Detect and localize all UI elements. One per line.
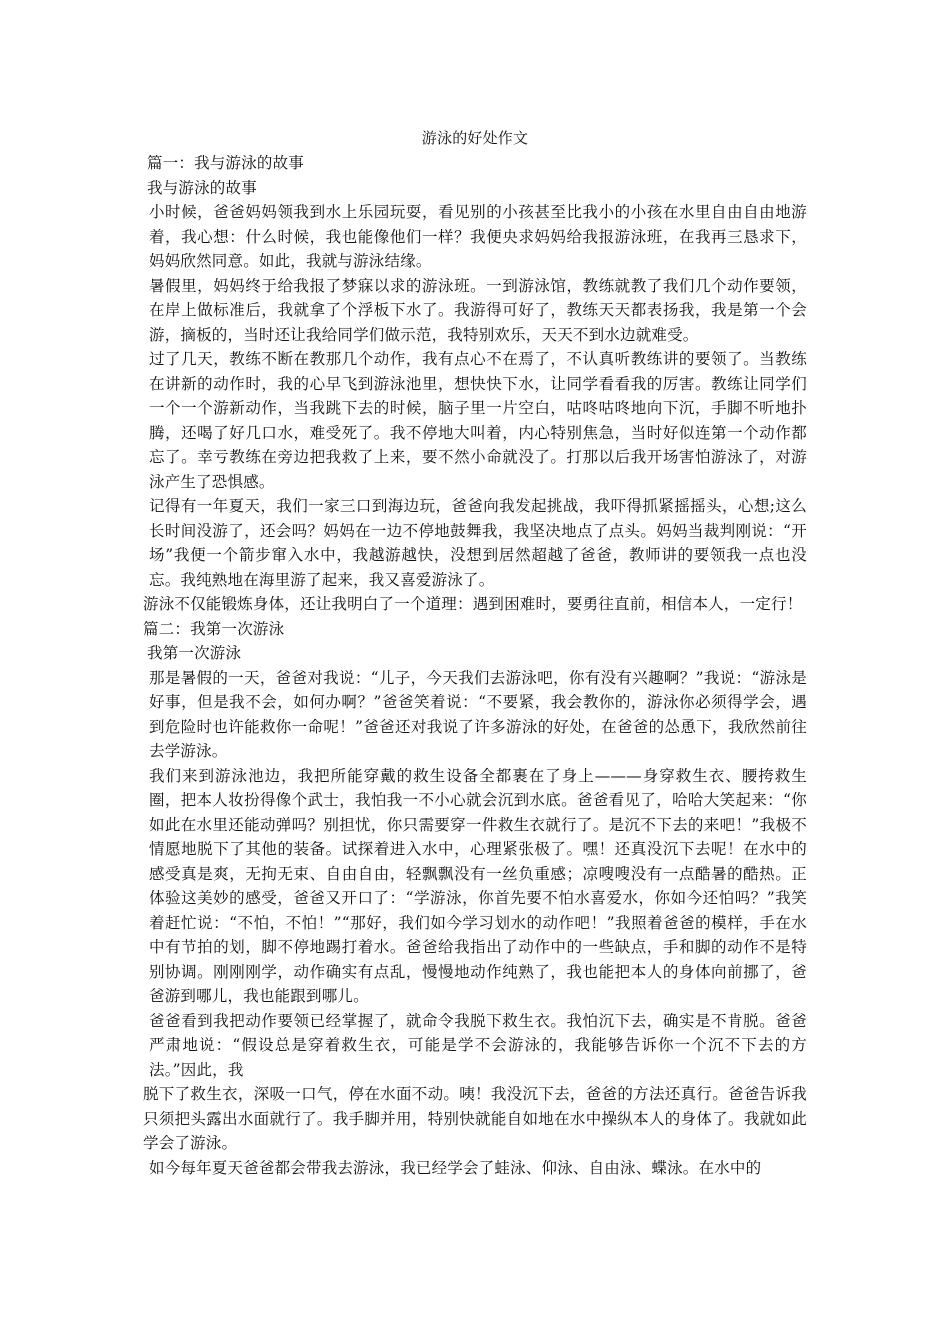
section-1-subheading: 我与游泳的故事 [147,178,257,197]
section-1-paragraph-2: 暑假里，妈妈终于给我报了梦寐以求的游泳班。一到游泳馆，教练就教了我们几个动作要领，在岸上做标准后，我就拿了个浮板下水了。我游得可好了，教练天天都表扬我，我是第一个会游，摘板的，当时还让我给同学们做示范，我特别欢乐，天天不到水边就难受。 [149,276,807,344]
section-2-paragraph-2: 我们来到游泳池边，我把所能穿戴的救生设备全都裹在了身上———身穿救生衣、腰挎救生圈，把本人妆扮得像个武士，我怕我一不小心就会沉到水底。爸爸看见了，哈哈大笑起来：“你如此在水里还能动弹吗？别担忧，你只需要穿一件救生衣就行了。是沉不下去的来吧！”我极不情愿地脱下了其他的装备。试探着进入水中，心理紧张极了。嘿！还真没沉下去呢！在水中的感受真是爽，无拘无束、自由自由，轻飘飘没有一丝负重感；凉嗖嗖没有一点酷暑的酷热。正体验这美妙的感受，爸爸又开口了：“学游泳，你首先要不怕水喜爱水，你如今还怕吗？”我笑着赶忙说：“不怕，不怕！”“那好，我们如今学习划水的动作吧！”我照着爸爸的模样，手在水中有节拍的划，脚不停地踢打着水。爸爸给我指出了动作中的一些缺点，手和脚的动作不是特别协调。刚刚刚学，动作确实有点乱，慢慢地动作纯熟了，我也能把本人的身体向前挪了，爸爸游到哪儿，我也能跟到哪儿。 [149,766,807,1005]
section-1-paragraph-5: 游泳不仅能锻炼身体，还让我明白了一个道理：遇到困难时，要勇往直前，相信本人，一定行！ [143,595,803,613]
section-2-paragraph-5: 如今每年夏天爸爸都会带我去游泳，我已经学会了蛙泳、仰泳、自由泳、蝶泳。在水中的 [149,1158,762,1177]
section-2-heading: 篇二：我第一次游泳 [143,619,285,638]
section-2-paragraph-3: 爸爸看到我把动作要领已经掌握了，就命令我脱下救生衣。我怕沉下去，确实是不肯脱。爸爸严肃地说：“假设总是穿着救生衣，可能是学不会游泳的，我能够告诉你一个沉不下去的方法。”因此，我 [149,1011,807,1079]
section-1-heading: 篇一：我与游泳的故事 [147,154,305,172]
section-2-subheading: 我第一次游泳 [147,644,242,662]
document-title: 游泳的好处作文 [421,129,529,147]
section-1-paragraph-4: 记得有一年夏天，我们一家三口到海边玩，爸爸向我发起挑战，我吓得抓紧摇摇头，心想;这么长时间没游了，还会吗？妈妈在一边不停地鼓舞我，我坚决地点了点头。妈妈当裁判刚说：“开场”我便一个箭步窜入水中，我越游越快，没想到居然超越了爸爸，教师讲的要领我一点也没忘。我纯熟地在海里游了起来，我又喜爱游泳了。 [149,497,807,589]
document-page [143,128,807,1180]
section-2-paragraph-4: 脱下了救生衣，深吸一口气，停在水面不动。咦！我没沉下去，爸爸的方法还真行。爸爸告诉我只须把头露出水面就行了。我手脚并用，特别快就能自如地在水中操纵本人的身体了。我就如此学会了游泳。 [143,1085,807,1152]
section-1-paragraph-1: 小时候，爸爸妈妈领我到水上乐园玩耍，看见别的小孩甚至比我小的小孩在水里自由自由地游着，我心想：什么时候，我也能像他们一样？我便央求妈妈给我报游泳班，在我再三恳求下，妈妈欣然同意。如此，我就与游泳结缘。 [149,203,807,270]
section-1-paragraph-3: 过了几天，教练不断在教那几个动作，我有点心不在焉了，不认真听教练讲的要领了。当教练在讲新的动作时，我的心早飞到游泳池里，想快快下水，让同学看看我的厉害。教练让同学们一个一个游新动作，当我跳下去的时候，脑子里一片空白，咕咚咕咚地向下沉，手脚不听地扑腾，还喝了好几口水，难受死了。我不停地大叫着，内心特别焦急，当时好似连第一个动作都忘了。幸亏教练在旁边把我救了上来，要不然小命就没了。打那以后我开场害怕游泳了，对游泳产生了恐惧感。 [149,350,807,491]
section-2-paragraph-1: 那是暑假的一天，爸爸对我说：“儿子，今天我们去游泳吧，你有没有兴趣啊？”我说：“游泳是好事，但是我不会，如何办啊？”爸爸笑着说：“不要紧，我会教你的，游泳你必须得学会，遇到危险时也许能救你一命呢！”爸爸还对我说了许多游泳的好处，在爸爸的怂恿下，我欣然前往去学游泳。 [149,668,807,760]
